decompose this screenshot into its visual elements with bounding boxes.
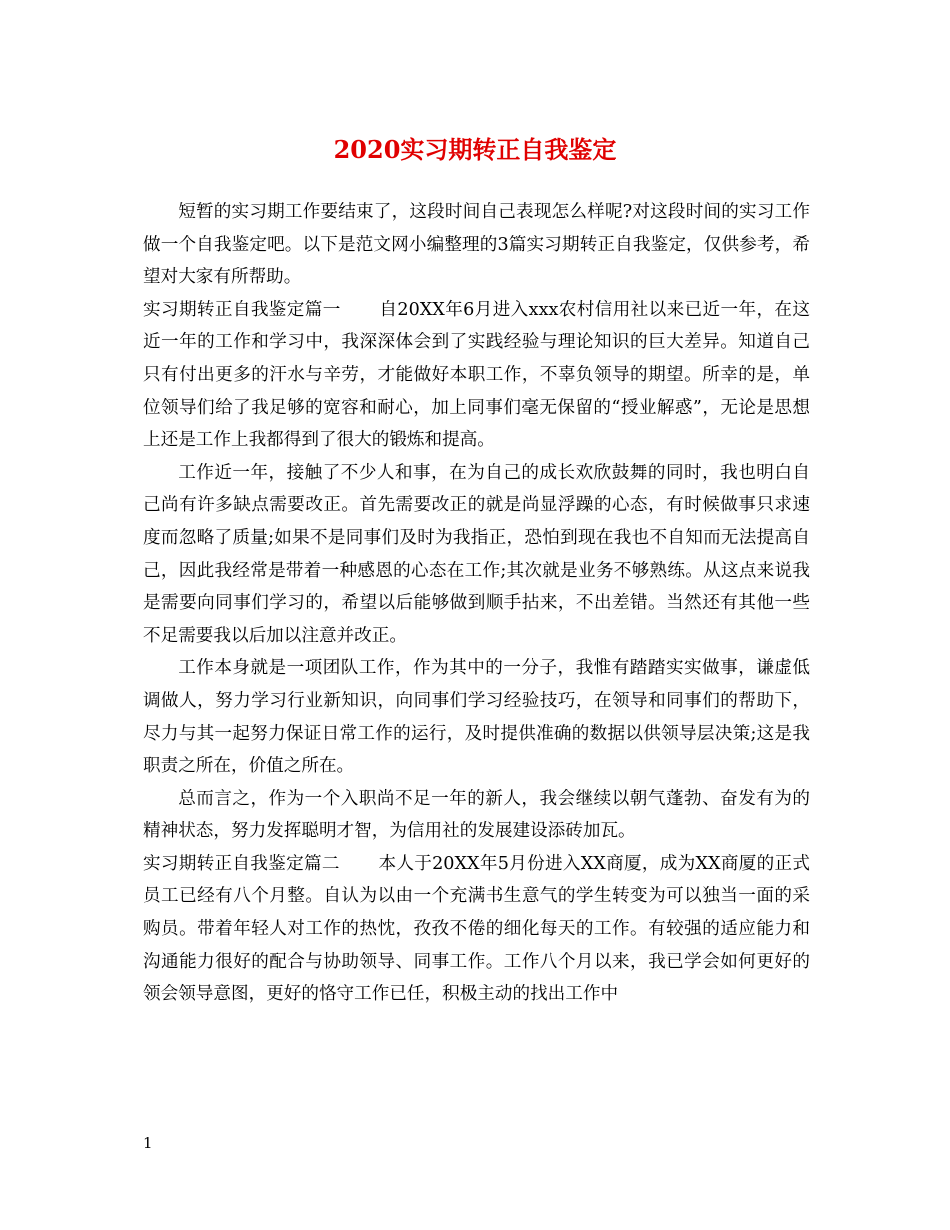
document-body [143,196,810,1011]
section-1-paragraph-3: 工作本身就是一项团队工作，作为其中的一分子，我惟有踏踏实实做事，谦虚低调做人，努力学习行业新知识，向同事们学习经验技巧，在领导和同事们的帮助下，尽力与其一起努力保证日常工作的运行，及时提供准确的数据以供领导层决策;这是我职责之所在，价值之所在。 [143,658,810,777]
document-title: 2020实习期转正自我鉴定 [333,135,617,164]
intro-paragraph: 短暂的实习期工作要结束了，这段时间自己表现怎么样呢?对这段时间的实习工作做一个自我鉴定吧。以下是范文网小编整理的3篇实习期转正自我鉴定，仅供参考，希望对大家有所帮助。 [143,202,810,288]
section-2-heading: 实习期转正自我鉴定篇二 [143,853,340,874]
section-2-first-paragraph [143,848,810,1011]
section-1-paragraph-2: 工作近一年，接触了不少人和事，在为自己的成长欢欣鼓舞的同时，我也明白自己尚有许多缺点需要改正。首先需要改正的就是尚显浮躁的心态，有时候做事只求速度而忽略了质量;如果不是同事们及时为我指正，恐怕到现在我也不自知而无法提高自己，因此我经常是带着一种感恩的心态在工作;其次就是业务不够熟练。从这点来说我是需要向同事们学习的，希望以后能够做到顺手拈来，不出差错。当然还有其他一些不足需要我以后加以注意并改正。 [143,462,810,646]
section-2-paragraph-1-text: 本人于20XX年5月份进入XX商厦，成为XX商厦的正式员工已经有八个月整。自认为以由一个充满书生意气的学生转变为可以独当一面的采购员。带着年轻人对工作的热忱，孜孜不倦的细化每天的工作。有较强的适应能力和沟通能力很好的配合与协助领导、同事工作。工作八个月以来，我已学会如何更好的领会领导意图，更好的恪守工作已任，积极主动的找出工作中 [143,853,810,1005]
section-1-paragraph-1-text: 自20XX年6月进入xxx农村信用社以来已近一年，在这近一年的工作和学习中，我深深体会到了实践经验与理论知识的巨大差异。知道自己只有付出更多的汗水与辛劳，才能做好本职工作，不辜负领导的期望。所幸的是，单位领导们给了我足够的宽容和耐心，加上同事们毫无保留的“授业解惑”，无论是思想上还是工作上我都得到了很大的锻炼和提高。 [143,299,810,451]
section-1-paragraph-4: 总而言之，作为一个入职尚不足一年的新人，我会继续以朝气蓬勃、奋发有为的精神状态，努力发挥聪明才智，为信用社的发展建设添砖加瓦。 [143,788,810,842]
section-1-heading: 实习期转正自我鉴定篇一 [143,299,341,320]
page-number: 1 [143,1134,153,1152]
section-1-first-paragraph [143,294,810,457]
